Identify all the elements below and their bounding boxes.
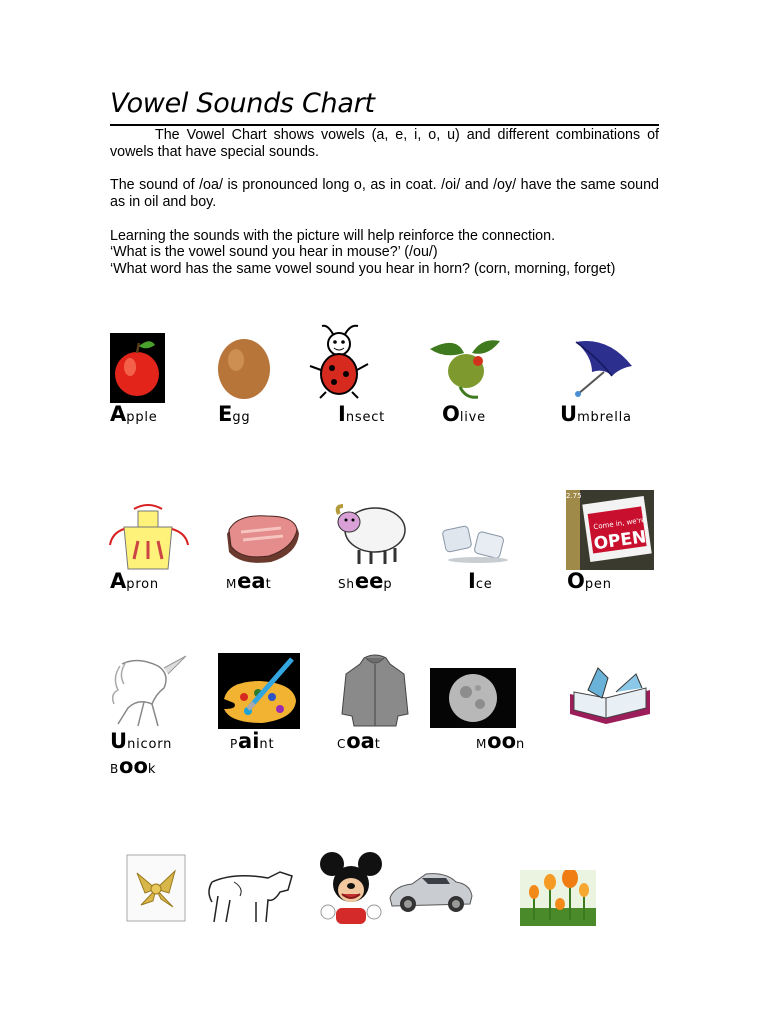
word-paint: Paint	[230, 729, 275, 753]
ice-image	[440, 520, 512, 564]
car-image	[386, 864, 476, 918]
flowers-image	[520, 870, 596, 926]
intro-line-3b: ‘What is the vowel sound you hear in mouse?’ (/ou/)	[110, 244, 438, 260]
mickey-mouse-image	[318, 850, 384, 926]
open-sign-image	[566, 490, 654, 570]
cow-image	[204, 862, 296, 926]
apple-image	[110, 333, 165, 403]
word-sheep: Sheep	[338, 569, 393, 593]
paint-palette-image	[218, 653, 300, 729]
word-meat: Meat	[226, 569, 272, 593]
sign-price: 2.75	[566, 492, 582, 500]
word-open: Open	[567, 569, 612, 593]
word-unicorn: Unicorn	[110, 729, 173, 753]
title-divider	[110, 124, 659, 126]
apron-image	[108, 503, 190, 571]
insect-image	[306, 322, 372, 400]
olive-image	[426, 335, 504, 401]
umbrella-image	[568, 338, 636, 400]
word-book: Book	[110, 754, 157, 778]
unicorn-image	[108, 654, 188, 728]
intro-line-3a: Learning the sounds with the picture will help reinforce the connection.	[110, 228, 556, 244]
intro-paragraph-2: The sound of /oa/ is pronounced long o, as in coat. /oi/ and /oy/ have the same sound as in oil and boy.	[110, 177, 659, 210]
page-title: Vowel Sounds Chart	[110, 88, 375, 119]
intro-paragraph-1: The Vowel Chart shows vowels (a, e, i, o, u) and different combinations of vowels that have special sounds.	[110, 127, 659, 160]
word-moon: Moon	[476, 729, 526, 753]
coat-image	[340, 654, 410, 728]
egg-image	[216, 336, 273, 401]
word-olive: Olive	[442, 402, 486, 426]
book-image	[566, 664, 654, 726]
moon-image	[430, 668, 516, 728]
sheep-image	[333, 500, 407, 568]
word-ice: Ice	[468, 569, 493, 593]
word-egg: Egg	[218, 402, 251, 426]
word-umbrella: Umbrella	[560, 402, 632, 426]
word-coat: Coat	[337, 729, 381, 753]
sign-big-text: OPEN	[592, 527, 648, 555]
meat-image	[221, 512, 303, 568]
gift-bow-image	[125, 853, 187, 923]
word-apron: Apron	[110, 569, 159, 593]
intro-line-3c: ‘What word has the same vowel sound you hear in horn? (corn, morning, forget)	[110, 261, 616, 277]
sign-small-text: Come in, we're	[592, 516, 646, 532]
word-apple: Apple	[110, 402, 158, 426]
word-insect: Insect	[338, 402, 386, 426]
